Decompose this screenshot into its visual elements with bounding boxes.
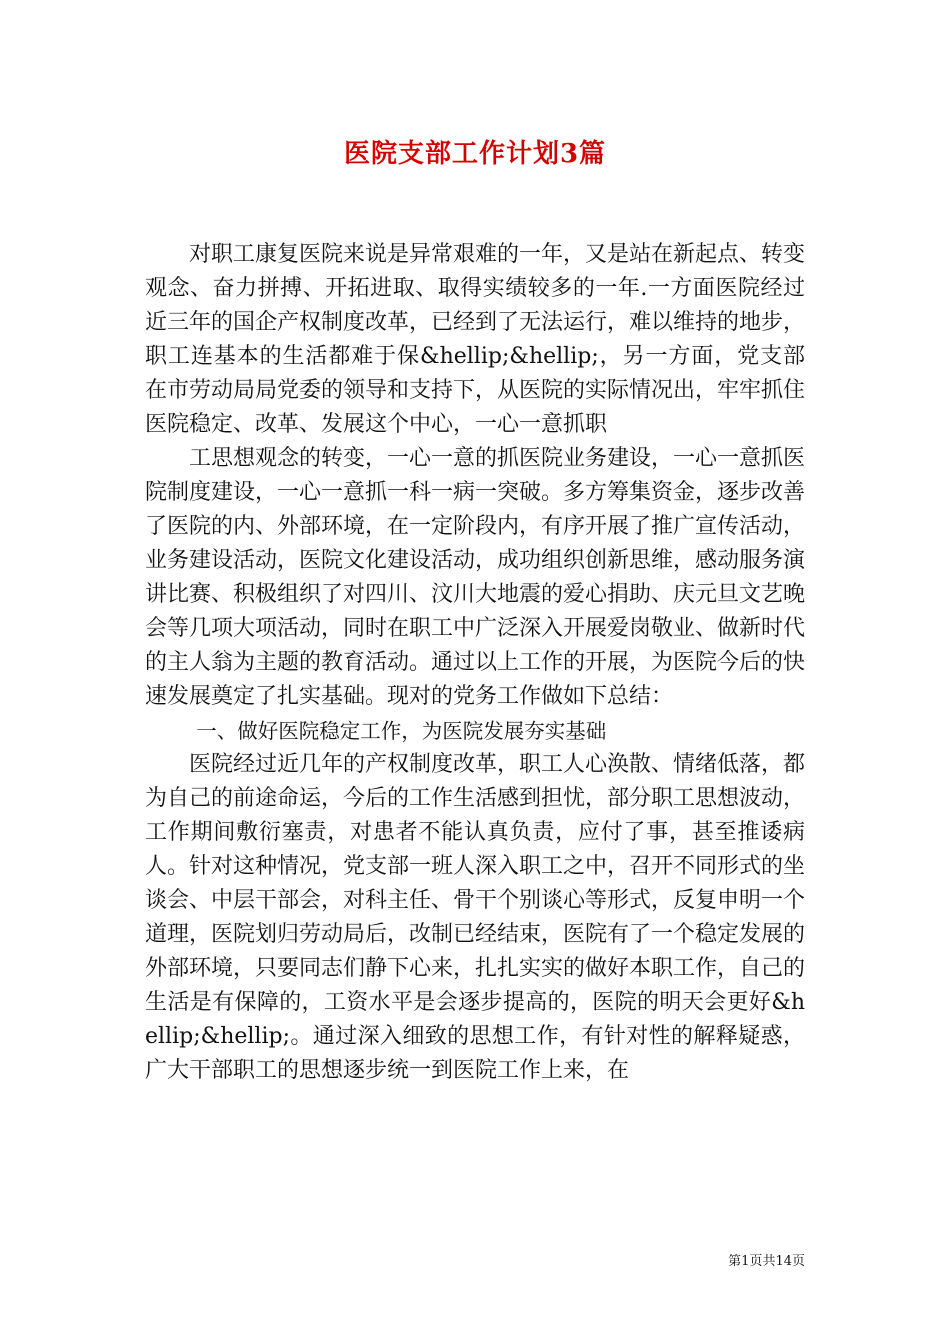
paragraph-1: 对职工康复医院来说是异常艰难的一年，又是站在新起点、转变观念、奋力拼搏、开拓进取、取得实绩较多的一年.一方面医院经过近三年的国企产权制度改革，已经到了无法运行，难以维持的地步，职工连基本的生活都难于保&hellip;&hellip;，另一方面，党支部在市劳动局局党委的领导和支持下，从医院的实际情况出，牢牢抓住医院稳定、改革、发展这个中心，一心一意抓职	[145, 242, 806, 437]
document-body	[145, 238, 805, 1088]
section-heading-1: 一、做好医院稳定工作，为医院发展夯实基础	[196, 719, 607, 743]
document-title: 医院支部工作计划3篇	[343, 139, 607, 169]
paragraph-2: 工思想观念的转变，一心一意的抓医院业务建设，一心一意抓医院制度建设，一心一意抓一科一病一突破。多方筹集资金，逐步改善了医院的内、外部环境，在一定阶段内，有序开展了推广宣传活动，业务建设活动，医院文化建设活动，成功组织创新思维，感动服务演讲比赛、积极组织了对四川、汶川大地震的爱心捐助、庆元旦文艺晚会等几项大项活动，同时在职工中广泛深入开展爱岗敬业、做新时代的主人翁为主题的教育活动。通过以上工作的开展，为医院今后的快速发展奠定了扎实基础。现对的党务工作做如下总结：	[145, 446, 806, 709]
page-number: 第1页共14页	[728, 1254, 805, 1269]
paragraph-3: 医院经过近几年的产权制度改革，职工人心涣散、情绪低落，都为自己的前途命运，今后的工作生活感到担忧，部分职工思想波动，工作期间敷衍塞责，对患者不能认真负责，应付了事，甚至推诿病人。针对这种情况，党支部一班人深入职工之中，召开不同形式的坐谈会、中层干部会，对科主任、骨干个别谈心等形式，反复申明一个道理，医院划归劳动局后，改制已经结束，医院有了一个稳定发展的外部环境，只要同志们静下心来，扎扎实实的做好本职工作，自己的生活是有保障的，工资水平是会逐步提高的，医院的明天会更好&hellip;&hellip;。通过深入细致的思想工作，有针对性的解释疑惑，广大干部职工的思想逐步统一到医院工作上来，在	[145, 752, 806, 1083]
